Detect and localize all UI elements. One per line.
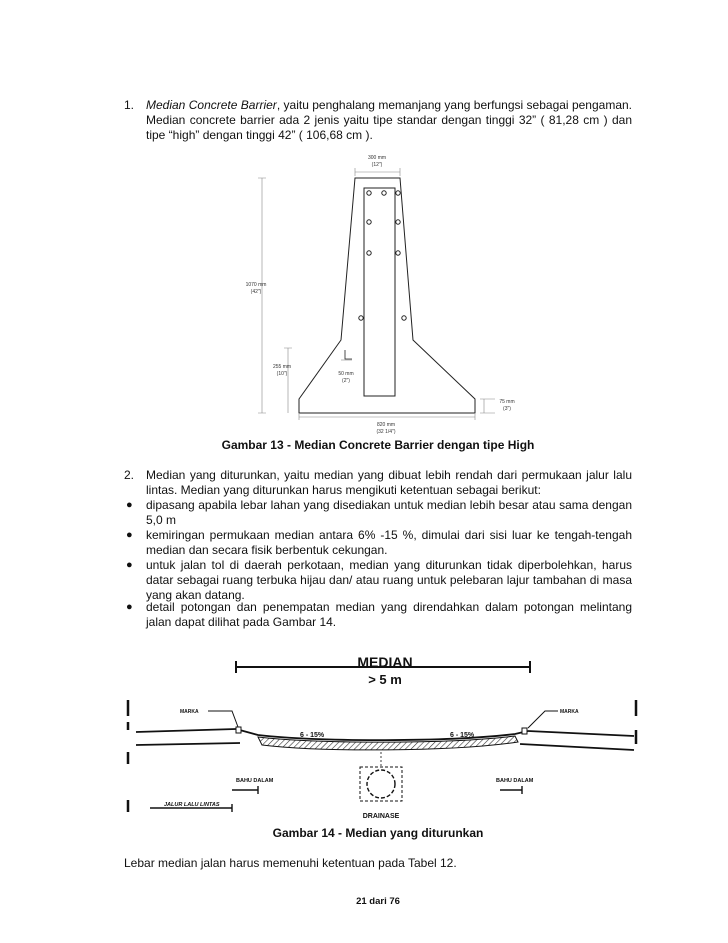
rebar-cage <box>364 188 395 396</box>
bullet-1: dipasang apabila lebar lahan yang disediakan untuk median lebih besar atau sama dengan 5,0 m <box>146 498 632 527</box>
item1-number: 1. <box>124 98 135 112</box>
road-left-bottom <box>136 743 240 745</box>
dim-slot-in: (2") <box>342 378 350 384</box>
bullet-icon: ● <box>126 499 133 511</box>
rebar <box>396 191 400 195</box>
rebar <box>382 191 386 195</box>
bullet-icon: ● <box>126 601 133 613</box>
rebar <box>367 220 371 224</box>
marka-left-mark <box>236 727 241 733</box>
rebar <box>367 251 371 255</box>
barrier-outline <box>299 178 475 413</box>
drainage-pipe <box>367 770 395 798</box>
dim-step-line <box>284 348 292 413</box>
slope-left: 6 - 15% <box>300 732 325 739</box>
bullet-4: detail potongan dan penempatan median yang direndahkan dalam potongan melintang jalan dapat dilihat pada Gambar 14. <box>146 600 632 629</box>
dim-step: 255 mm <box>272 364 292 370</box>
dim-step-in: (10") <box>276 371 288 377</box>
rebar <box>396 220 400 224</box>
item2-paragraph: Median yang diturunkan, yaitu median yang dibuat lebih rendah dari permukaan jalur lalu lintas. Median yang diturunkan harus mengikuti ketentuan sebagai berikut: <box>146 468 632 497</box>
item1-text: , yaitu penghalang memanjang yang berfungsi sebagai pengaman. Median concrete barrier ada 2 jenis yaitu tipe standar dengan tinggi 32” ( 81,28 cm ) dan tipe “high” dengan tinggi 42” ( 106,68 cm ). <box>146 98 632 142</box>
item1-paragraph <box>146 98 632 143</box>
dim-height: 1070 mm <box>245 282 267 288</box>
item2-number: 2. <box>124 468 135 482</box>
figure14-caption: Gambar 14 - Median yang diturunkan <box>272 826 484 840</box>
marka-right-label: MARKA <box>560 709 579 715</box>
dim-top-width: 300 mm <box>367 155 387 161</box>
road-right-top <box>528 731 634 736</box>
figure13-barrier-drawing <box>0 148 728 448</box>
rebar <box>359 316 363 320</box>
dim-edge: 75 mm <box>499 399 515 405</box>
slot <box>345 350 352 359</box>
bullet-icon: ● <box>126 529 133 541</box>
road-right-bottom <box>520 744 634 750</box>
dim-base-in: (32 1/4") <box>376 429 396 435</box>
rebar <box>396 251 400 255</box>
median-width-label: > 5 m <box>368 672 402 687</box>
bullet-3: untuk jalan tol di daerah perkotaan, median yang diturunkan tidak diperbolehkan, harus datar sebagai ruang terbuka hijau dan/ atau ruang untuk pelebaran lajur tambahan di masa yang akan datang. <box>146 558 632 602</box>
dim-height-in: (42") <box>250 289 262 295</box>
dim-edge-in: (3") <box>503 406 511 412</box>
bullet-icon: ● <box>126 559 133 571</box>
dim-edge-line <box>480 399 495 413</box>
drainage-label: DRAINASE <box>362 813 400 820</box>
marka-right-mark <box>522 728 527 734</box>
bahu-right-dim <box>500 786 522 794</box>
bahu-left-label: BAHU DALAM <box>236 778 274 784</box>
lane-label: JALUR LALU LINTAS <box>164 802 220 808</box>
bullet-2: kemiringan permukaan median antara 6% -15 %, dimulai dari sisi luar ke tengah-tengah median dan secara fisik berbentuk cekungan. <box>146 528 632 557</box>
dim-top-width-in: (12") <box>371 162 383 168</box>
marka-left-label: MARKA <box>180 709 199 715</box>
figure14-median-drawing <box>0 650 728 830</box>
item1-term: Median Concrete Barrier <box>146 98 277 112</box>
figure13-caption: Gambar 13 - Median Concrete Barrier dengan tipe High <box>221 438 535 452</box>
median-title: MEDIAN <box>357 654 413 670</box>
dim-base: 820 mm <box>376 422 396 428</box>
dim-slot: 50 mm <box>338 371 354 377</box>
marka-right-leader <box>528 711 558 728</box>
marka-left-leader <box>208 711 238 727</box>
closing-paragraph: Lebar median jalan harus memenuhi ketentuan pada Tabel 12. <box>124 856 457 870</box>
bahu-left-dim <box>232 786 258 794</box>
rebar <box>402 316 406 320</box>
page-number: 21 dari 76 <box>356 896 400 907</box>
dim-height-line <box>258 178 266 413</box>
rebar <box>367 191 371 195</box>
dim-top-width-line <box>355 168 400 176</box>
road-left-top <box>136 729 236 732</box>
dim-base-line <box>299 414 475 420</box>
bahu-right-label: BAHU DALAM <box>496 778 534 784</box>
slope-right: 6 - 15% <box>450 732 475 739</box>
